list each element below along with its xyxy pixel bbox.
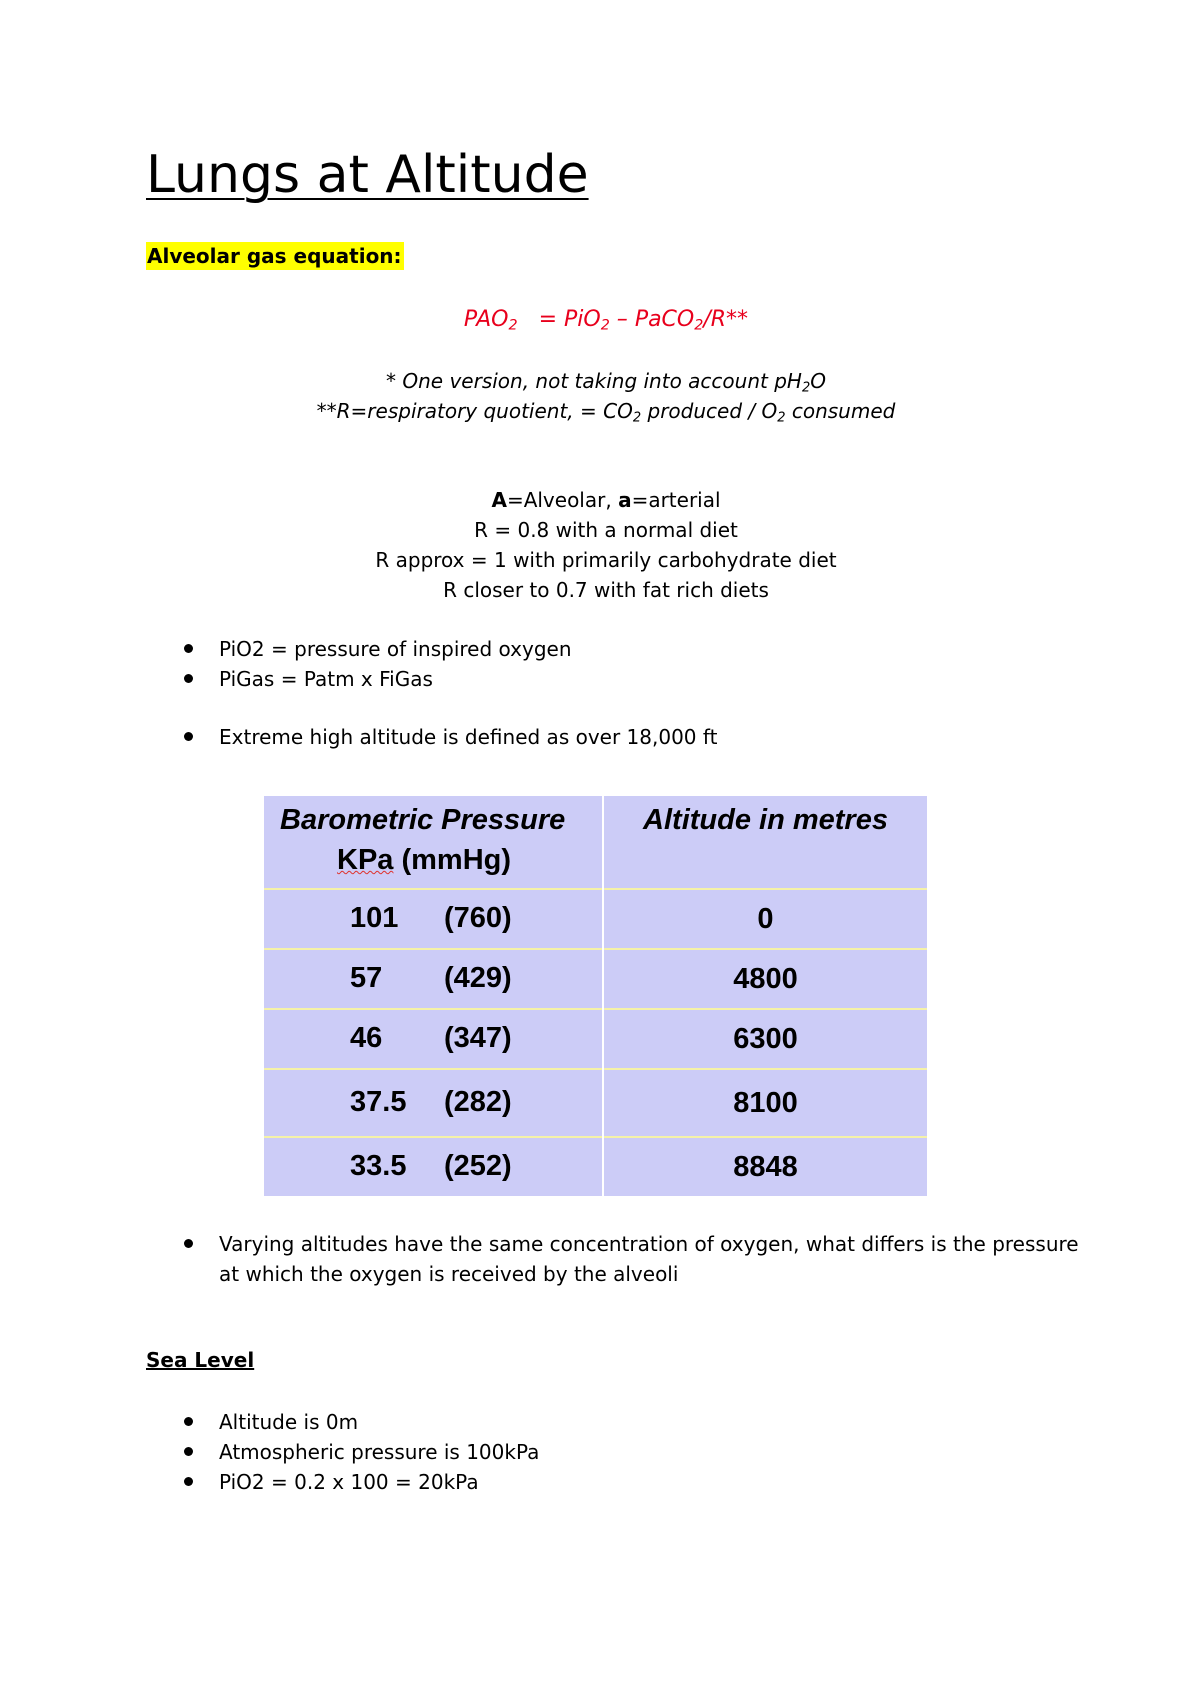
table-header-cell — [264, 796, 603, 889]
list-item-text: PiGas = Patm x FiGas — [219, 667, 433, 691]
table-row — [264, 1137, 927, 1196]
equation-heading: Alveolar gas equation: — [147, 244, 402, 268]
table-row — [264, 1009, 927, 1069]
cell-kpa: 57 — [350, 962, 383, 994]
table-cell — [264, 889, 603, 949]
header-kpa: KPa — [337, 844, 394, 876]
eq-pio: PiO — [564, 307, 601, 332]
list-item-text: Extreme high altitude is defined as over 18,000 ft — [219, 725, 718, 749]
cell-mmhg: (252) — [444, 1150, 512, 1182]
note-text: O — [810, 369, 826, 393]
note-one-version — [0, 367, 1200, 395]
header-units — [280, 840, 602, 880]
cell-mmhg: (429) — [444, 962, 512, 994]
cell-kpa: 101 — [350, 902, 399, 934]
list-item-text: Varying altitudes have the same concentration of oxygen, what differs is the pressure at which the oxygen is received by the alveoli — [219, 1232, 1079, 1286]
bullet-icon — [184, 674, 193, 683]
cell-altitude: 8100 — [603, 1069, 927, 1137]
list-item-text: PiO2 = 0.2 x 100 = 20kPa — [219, 1470, 479, 1494]
cell-altitude: 0 — [603, 889, 927, 949]
section-heading-sea-level: Sea Level — [146, 1348, 255, 1372]
bullet-icon — [184, 1447, 193, 1456]
header-altitude: Altitude in metres — [643, 804, 888, 836]
def-text: =Alveolar, — [506, 488, 619, 512]
definition-r-carbohydrate: R approx = 1 with primarily carbohydrate diet — [375, 548, 837, 572]
cell-mmhg: (347) — [444, 1022, 512, 1054]
cell-kpa: 37.5 — [350, 1086, 407, 1118]
def-bold: A — [491, 488, 507, 512]
definition-alveolar-arterial — [0, 486, 1200, 514]
bullet-icon — [184, 1477, 193, 1486]
page-title: Lungs at Altitude — [146, 145, 589, 205]
table-cell — [264, 1137, 603, 1196]
note-text: * One version, not taking into account pH — [386, 369, 802, 393]
note-respiratory-quotient — [0, 397, 1200, 425]
def-text: =arterial — [631, 488, 721, 512]
list-item-text: Atmospheric pressure is 100kPa — [219, 1440, 540, 1464]
note-sub: 2 — [632, 410, 642, 426]
bullet-icon — [184, 1239, 193, 1248]
table-row — [264, 949, 927, 1009]
cell-mmhg: (760) — [444, 902, 512, 934]
eq-minus: – — [609, 307, 635, 332]
definition-r-normal: R = 0.8 with a normal diet — [474, 518, 738, 542]
eq-paco: PaCO — [634, 307, 695, 332]
note-text: consumed — [785, 399, 896, 423]
definition-r-fat: R closer to 0.7 with fat rich diets — [443, 578, 769, 602]
list-item-text: PiO2 = pressure of inspired oxygen — [219, 637, 572, 661]
table-header-cell — [603, 796, 927, 889]
eq-sub: 2 — [600, 317, 610, 334]
eq-equals: = — [531, 307, 564, 332]
bullet-icon — [184, 644, 193, 653]
cell-kpa: 46 — [350, 1022, 383, 1054]
eq-pao: PAO — [463, 307, 509, 332]
table-header-row — [264, 796, 927, 889]
note-sub: 2 — [801, 380, 811, 396]
cell-altitude: 8848 — [603, 1137, 927, 1196]
bullet-icon — [184, 732, 193, 741]
eq-sub: 2 — [694, 317, 704, 334]
pressure-altitude-table — [264, 796, 927, 1196]
table-row — [264, 1069, 927, 1137]
table-cell — [264, 949, 603, 1009]
cell-mmhg: (282) — [444, 1086, 512, 1118]
eq-rest: /R** — [703, 307, 749, 332]
note-sub: 2 — [777, 410, 786, 426]
cell-kpa: 33.5 — [350, 1150, 407, 1182]
cell-altitude: 4800 — [603, 949, 927, 1009]
eq-sub: 2 — [508, 317, 518, 334]
table-row — [264, 889, 927, 949]
header-mmhg: (mmHg) — [393, 844, 512, 876]
cell-altitude: 6300 — [603, 1009, 927, 1069]
def-bold: a — [618, 488, 632, 512]
table-cell — [264, 1009, 603, 1069]
list-item-text: Altitude is 0m — [219, 1410, 359, 1434]
table-cell — [264, 1069, 603, 1137]
bullet-icon — [184, 1417, 193, 1426]
alveolar-gas-equation — [0, 306, 1200, 334]
header-barometric-pressure: Barometric Pressure — [280, 804, 566, 836]
note-text: **R=respiratory quotient, = CO — [316, 399, 633, 423]
note-text: produced / O — [641, 399, 778, 423]
